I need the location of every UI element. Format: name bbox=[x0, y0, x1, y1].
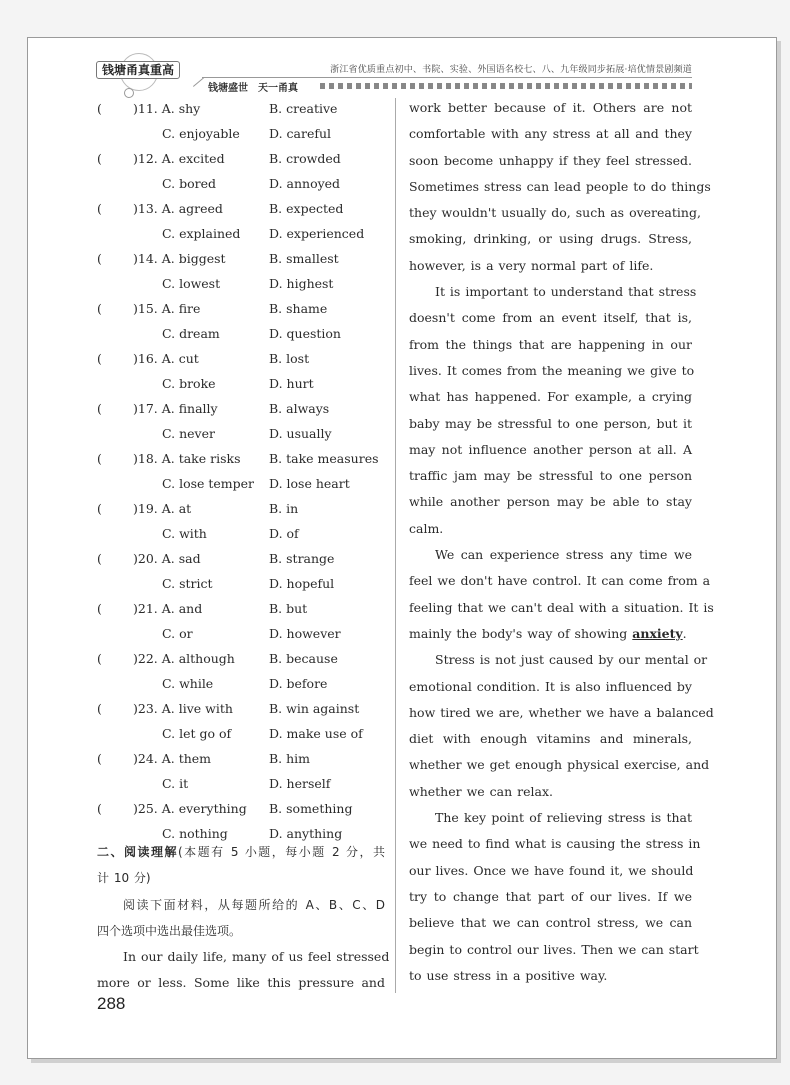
answer-blank-paren: ( bbox=[97, 751, 102, 766]
option-d: D. hopeful bbox=[269, 576, 335, 591]
passage-line: doesn't come from an event itself, that is, bbox=[409, 310, 692, 326]
option-c: C. or bbox=[162, 626, 193, 641]
question-number: )15. A. fire bbox=[133, 301, 201, 316]
passage-text: mainly the body's way of showing bbox=[409, 625, 633, 641]
option-c: C. let go of bbox=[162, 726, 232, 741]
section-note: (本题有 5 小题，每小题 2 分，共 bbox=[177, 845, 385, 859]
passage-column bbox=[409, 95, 714, 989]
passage-line: soon become unhappy if they feel stressed. bbox=[409, 152, 692, 168]
passage-line: feel we don't have control. It can come from a bbox=[409, 573, 711, 589]
option-b: B. take measures bbox=[269, 451, 379, 466]
passage-line: how tired we are, whether we have a balanced bbox=[409, 704, 714, 720]
option-b: B. because bbox=[269, 651, 338, 666]
answer-blank-paren: ( bbox=[97, 451, 102, 466]
passage-line: our lives. Once we have found it, we should bbox=[409, 862, 694, 878]
question-number: )12. A. excited bbox=[133, 151, 225, 166]
header-rule bbox=[202, 77, 692, 78]
option-d: D. of bbox=[269, 526, 299, 541]
answer-blank-paren: ( bbox=[97, 401, 102, 416]
question-number: )14. A. biggest bbox=[133, 251, 226, 266]
option-d: D. experienced bbox=[269, 226, 365, 241]
option-c: C. dream bbox=[162, 326, 220, 341]
series-logo: 钱塘甬真重高 bbox=[96, 61, 180, 79]
header-subtitle: 钱塘盛世 天一甬真 bbox=[208, 83, 298, 94]
option-b: B. lost bbox=[269, 351, 310, 366]
option-c: C. lose temper bbox=[162, 476, 255, 491]
section-note-cont: 计 10 分) bbox=[97, 871, 151, 886]
option-d: D. before bbox=[269, 676, 328, 691]
option-b: B. something bbox=[269, 801, 353, 816]
option-b: B. crowded bbox=[269, 151, 341, 166]
question-number: )11. A. shy bbox=[133, 101, 201, 116]
option-c: C. it bbox=[162, 776, 189, 791]
question-number: )20. A. sad bbox=[133, 551, 201, 566]
option-c: C. broke bbox=[162, 376, 216, 391]
passage-line-with-keyword bbox=[409, 621, 692, 647]
question-number: )19. A. at bbox=[133, 501, 192, 516]
passage-line: begin to control our lives. Then we can start bbox=[409, 941, 699, 957]
option-d: D. however bbox=[269, 626, 341, 641]
option-c: C. bored bbox=[162, 176, 216, 191]
option-d: D. usually bbox=[269, 426, 332, 441]
passage-line: what has happened. For example, a crying bbox=[409, 389, 692, 405]
section-heading-line bbox=[97, 839, 385, 865]
column-divider bbox=[395, 98, 396, 993]
passage-line: from the things that are happening in our bbox=[409, 336, 692, 352]
passage-line: baby may be stressful to one person, but it bbox=[409, 415, 692, 431]
option-c: C. nothing bbox=[162, 826, 228, 841]
option-d: D. highest bbox=[269, 276, 334, 291]
answer-blank-paren: ( bbox=[97, 151, 102, 166]
passage-line: traffic jam may be stressful to one person bbox=[409, 468, 692, 484]
passage-line: to use stress in a positive way. bbox=[409, 967, 608, 983]
question-number: )25. A. everything bbox=[133, 801, 247, 816]
option-b: B. smallest bbox=[269, 251, 339, 266]
option-b: B. always bbox=[269, 401, 330, 416]
question-number: )18. A. take risks bbox=[133, 451, 241, 466]
option-c: C. enjoyable bbox=[162, 126, 240, 141]
option-d: D. question bbox=[269, 326, 341, 341]
option-c: C. lowest bbox=[162, 276, 221, 291]
passage-line: while another person may be able to stay bbox=[409, 494, 692, 510]
answer-blank-paren: ( bbox=[97, 701, 102, 716]
option-b: B. win against bbox=[269, 701, 360, 716]
answer-blank-paren: ( bbox=[97, 101, 102, 116]
instructions-line-2: 四个选项中选出最佳选项。 bbox=[97, 923, 242, 938]
question-number: )24. A. them bbox=[133, 751, 212, 766]
option-d: D. herself bbox=[269, 776, 331, 791]
option-b: B. strange bbox=[269, 551, 335, 566]
keyword-anxiety: anxiety bbox=[632, 625, 683, 641]
passage-intro-line-2: more or less. Some like this pressure and bbox=[97, 975, 385, 991]
option-d: D. hurt bbox=[269, 376, 314, 391]
passage-line: We can experience stress any time we bbox=[435, 547, 692, 563]
passage-line: whether we get enough physical exercise, and bbox=[409, 757, 710, 773]
passage-line: whether we can relax. bbox=[409, 783, 553, 799]
passage-line: Stress is not just caused by our mental or bbox=[435, 652, 708, 668]
passage-line: work better because of it. Others are not bbox=[409, 100, 692, 115]
option-b: B. creative bbox=[269, 101, 338, 116]
option-d: D. annoyed bbox=[269, 176, 341, 191]
option-c: C. with bbox=[162, 526, 207, 541]
punctuation: . bbox=[682, 625, 687, 641]
header-dash-bar bbox=[320, 83, 692, 89]
passage-line: may not influence another person at all. A bbox=[409, 441, 692, 457]
option-b: B. him bbox=[269, 751, 311, 766]
answer-blank-paren: ( bbox=[97, 301, 102, 316]
reading-section bbox=[97, 839, 390, 997]
question-number: )17. A. finally bbox=[133, 401, 218, 416]
passage-line: try to change that part of our lives. If we bbox=[409, 888, 692, 904]
option-d: D. lose heart bbox=[269, 476, 350, 491]
question-number: )22. A. although bbox=[133, 651, 235, 666]
option-d: D. make use of bbox=[269, 726, 363, 741]
passage-line: Sometimes stress can lead people to do things bbox=[409, 178, 711, 194]
passage-line: however, is a very normal part of life. bbox=[409, 257, 654, 273]
option-b: B. expected bbox=[269, 201, 344, 216]
passage-line: diet with enough vitamins and minerals, bbox=[409, 731, 692, 747]
answer-blank-paren: ( bbox=[97, 351, 102, 366]
passage-line: they wouldn't usually do, such as overeating, bbox=[409, 205, 701, 221]
answer-blank-paren: ( bbox=[97, 801, 102, 816]
question-number: )23. A. live with bbox=[133, 701, 233, 716]
passage-line: It is important to understand that stress bbox=[435, 284, 697, 300]
answer-blank-paren: ( bbox=[97, 501, 102, 516]
option-b: B. in bbox=[269, 501, 299, 516]
page-number: 288 bbox=[97, 994, 126, 1013]
passage-intro-line-1: In our daily life, many of us feel stressed bbox=[123, 949, 390, 965]
passage-line: The key point of relieving stress is that bbox=[435, 810, 692, 826]
passage-line: lives. It comes from the meaning we give to bbox=[409, 362, 695, 378]
answer-blank-paren: ( bbox=[97, 251, 102, 266]
option-c: C. explained bbox=[162, 226, 241, 241]
option-d: D. careful bbox=[269, 126, 332, 141]
question-number: )21. A. and bbox=[133, 601, 203, 616]
question-number: )13. A. agreed bbox=[133, 201, 223, 216]
answer-blank-paren: ( bbox=[97, 601, 102, 616]
passage-line: believe that we can control stress, we can bbox=[409, 915, 692, 931]
answer-blank-paren: ( bbox=[97, 651, 102, 666]
passage-line: smoking, drinking, or using drugs. Stress, bbox=[409, 231, 692, 247]
header-tagline: 浙江省优质重点初中、书院、实验、外国语名校七、八、九年级同步拓展·培优情景剧频道 bbox=[330, 65, 692, 75]
instructions-line-1: 阅读下面材料，从每题所给的 A、B、C、D bbox=[123, 897, 385, 912]
option-c: C. strict bbox=[162, 576, 213, 591]
answer-blank-paren: ( bbox=[97, 201, 102, 216]
option-d: D. anything bbox=[269, 826, 343, 841]
option-b: B. but bbox=[269, 601, 308, 616]
option-c: C. never bbox=[162, 426, 215, 441]
section-title: 二、阅读理解 bbox=[97, 845, 178, 859]
option-c: C. while bbox=[162, 676, 214, 691]
passage-line: feeling that we can't deal with a situation. It is bbox=[409, 599, 714, 615]
passage-line: emotional condition. It is also influenced by bbox=[409, 678, 692, 694]
option-b: B. shame bbox=[269, 301, 328, 316]
answer-blank-paren: ( bbox=[97, 551, 102, 566]
passage-line: calm. bbox=[409, 520, 444, 536]
passage-line: comfortable with any stress at all and they bbox=[409, 126, 692, 142]
passage-line: we need to find what is causing the stress in bbox=[409, 836, 701, 852]
question-number: )16. A. cut bbox=[133, 351, 199, 366]
